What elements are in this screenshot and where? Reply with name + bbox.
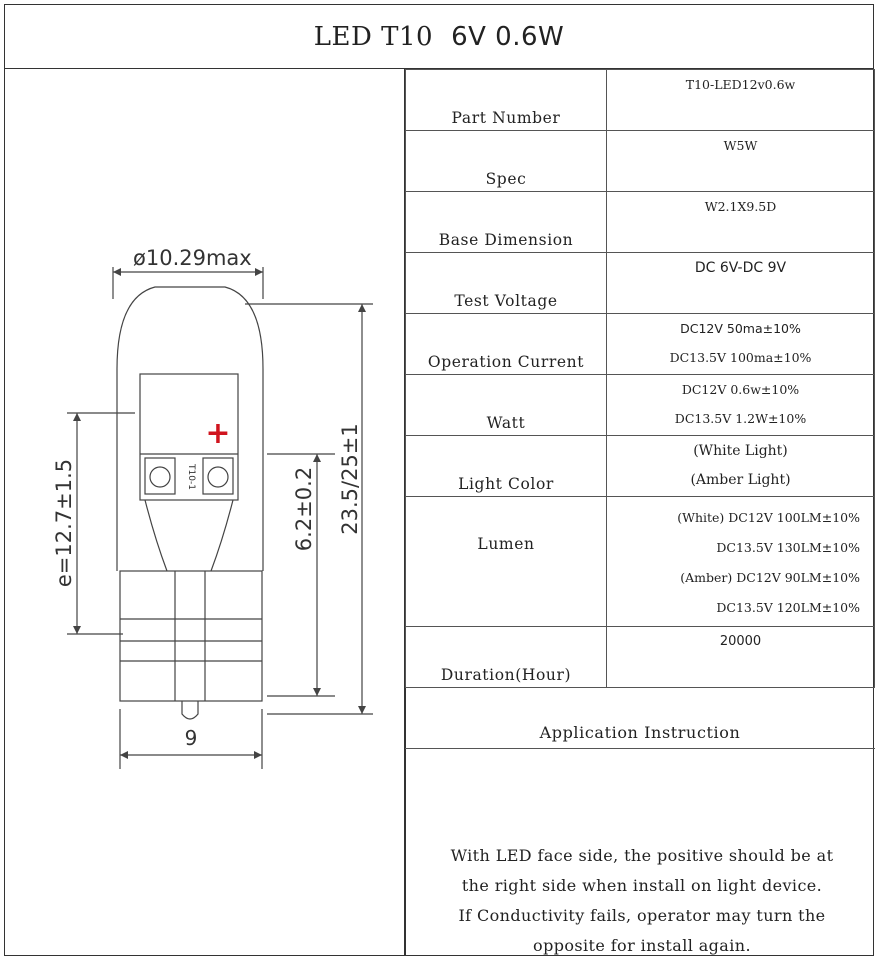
- arrow: [254, 751, 262, 759]
- arrow: [358, 706, 366, 714]
- arrow: [313, 454, 321, 462]
- title-model: LED T10: [313, 21, 434, 52]
- spec-value-line: DC12V 50ma±10%: [680, 321, 801, 336]
- spec-value: [607, 436, 875, 497]
- spec-value-line: W5W: [723, 138, 758, 153]
- spec-value-line: 20000: [719, 634, 762, 649]
- e-label: e=12.7±1.5: [52, 458, 76, 588]
- spec-key: Light Color: [406, 436, 607, 497]
- spec-value-line: DC12V 0.6w±10%: [681, 382, 800, 397]
- spec-value-line: (Amber Light): [690, 472, 791, 488]
- instruction-line: With LED face side, the positive should be at: [450, 846, 834, 865]
- spec-value-line: W2.1X9.5D: [704, 199, 777, 214]
- spec-value: [607, 131, 875, 192]
- table-row: [406, 436, 875, 497]
- chip-label: T10-1: [186, 464, 196, 490]
- spec-value-line: DC 6V-DC 9V: [694, 260, 787, 276]
- table-row: [406, 497, 875, 627]
- spec-sheet: [4, 4, 874, 956]
- table-row: [406, 314, 875, 375]
- base-tip: [182, 701, 198, 719]
- spec-key: Lumen: [406, 497, 607, 627]
- bulb-drawing-svg: [5, 69, 404, 955]
- pad-left-contact: [150, 467, 170, 487]
- table-row: [406, 192, 875, 253]
- spec-key: Duration(Hour): [406, 627, 607, 688]
- spec-value-line: (White) DC12V 100LM±10%: [677, 510, 860, 525]
- application-heading: Application Instruction: [405, 691, 875, 749]
- diameter-label: ø10.29max: [133, 246, 252, 270]
- short-height-label: 6.2±0.2: [292, 466, 316, 552]
- spec-key: Watt: [406, 375, 607, 436]
- instruction-line: the right side when install on light device.: [461, 876, 823, 895]
- spec-value: [607, 375, 875, 436]
- spec-value-line: DC13.5V 120LM±10%: [716, 600, 860, 615]
- arrow: [113, 268, 121, 276]
- table-row: [406, 70, 875, 131]
- instruction-line: opposite for install again.: [533, 936, 751, 955]
- spec-value-line: DC13.5V 100ma±10%: [669, 350, 812, 365]
- spec-value-line: DC13.5V 1.2W±10%: [674, 411, 807, 426]
- table-row: [406, 627, 875, 688]
- spec-value: [607, 314, 875, 375]
- arrow: [358, 304, 366, 312]
- spec-key: Part Number: [406, 70, 607, 131]
- arrow: [73, 626, 81, 634]
- wedge-base: [120, 571, 262, 701]
- spec-key: Test Voltage: [406, 253, 607, 314]
- spec-value-line: (Amber) DC12V 90LM±10%: [680, 570, 860, 585]
- arrow: [73, 413, 81, 421]
- spec-value: [607, 192, 875, 253]
- table-row: [406, 253, 875, 314]
- table-row: [406, 375, 875, 436]
- bulb-drawing: [5, 69, 404, 955]
- neck-left: [145, 500, 167, 571]
- spec-value-line: DC13.5V 130LM±10%: [716, 540, 860, 555]
- spec-value: [607, 70, 875, 131]
- application-instructions: [405, 749, 875, 955]
- neck-right: [211, 500, 233, 571]
- width-label: 9: [184, 726, 198, 750]
- pad-right-contact: [208, 467, 228, 487]
- spec-key: Spec: [406, 131, 607, 192]
- positive-mark: +: [205, 416, 231, 451]
- arrow: [255, 268, 263, 276]
- spec-table: [405, 69, 875, 688]
- spec-value: [607, 627, 875, 688]
- table-row: [406, 131, 875, 192]
- spec-value: [607, 253, 875, 314]
- title-rating: 6V 0.6W: [451, 21, 565, 52]
- spec-value-line: (White Light): [693, 443, 788, 459]
- spec-value: [607, 497, 875, 627]
- bulb-outline: [117, 287, 263, 571]
- total-height-label: 23.5/25±1: [338, 423, 362, 535]
- arrow: [313, 688, 321, 696]
- spec-value-line: T10-LED12v0.6w: [685, 77, 796, 92]
- page-title: [5, 5, 873, 69]
- spec-key: Base Dimension: [406, 192, 607, 253]
- arrow: [120, 751, 128, 759]
- spec-key: Operation Current: [406, 314, 607, 375]
- instruction-line: If Conductivity fails, operator may turn the: [458, 906, 826, 925]
